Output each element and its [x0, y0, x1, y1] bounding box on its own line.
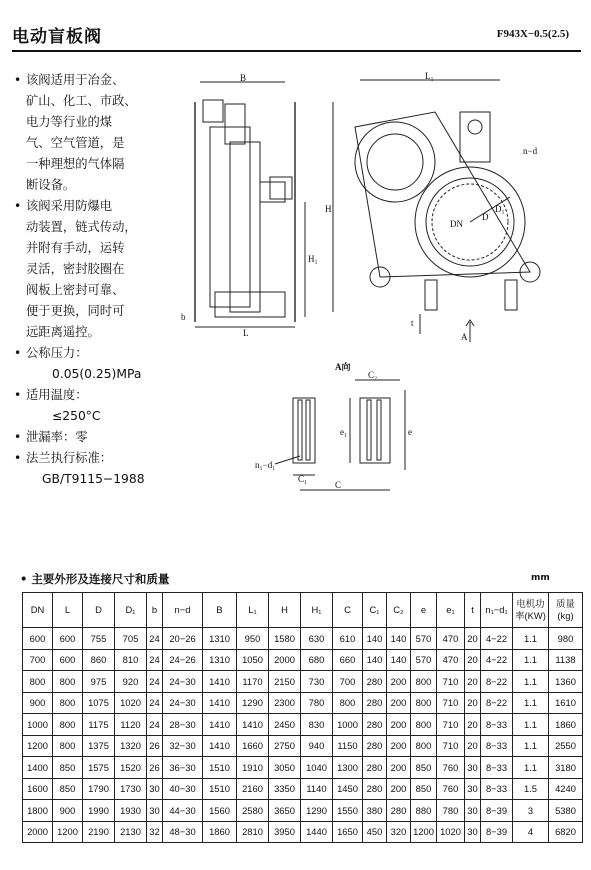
table-cell: 1580 — [269, 628, 301, 650]
feature-line: 动装置，链式传动， — [26, 220, 137, 234]
table-cell: 850 — [53, 757, 83, 779]
spec-table — [22, 592, 583, 843]
table-cell: 30 — [465, 757, 481, 779]
feature-line: • 该阀采用防爆电 — [14, 196, 164, 217]
lower-leg-left — [425, 280, 437, 310]
lower-leg-right — [505, 280, 517, 310]
column-header: n₁−d₁ — [481, 593, 513, 628]
table-cell: 2150 — [269, 671, 301, 693]
table-cell: 800 — [23, 671, 53, 693]
table-cell: 1450 — [333, 778, 363, 800]
table-cell: 800 — [411, 692, 437, 714]
table-cell: 1910 — [237, 757, 269, 779]
table-cell: 710 — [437, 735, 465, 757]
table-cell: 800 — [53, 735, 83, 757]
table-cell: 680 — [301, 649, 333, 671]
feature-line: 断设备。 — [26, 178, 76, 192]
table-cell: 1800 — [23, 800, 53, 822]
label-C1: C₁ — [298, 474, 308, 484]
table-cell: 1040 — [301, 757, 333, 779]
table-cell: 36−30 — [163, 757, 203, 779]
table-cell: 8−39 — [481, 821, 513, 843]
table-row — [23, 800, 583, 822]
table-cell: 1.1 — [513, 649, 549, 671]
label-e: e — [408, 427, 412, 437]
upper-disc-inner — [367, 134, 423, 190]
feature-line: • 适用温度： — [14, 385, 164, 406]
table-cell: 760 — [437, 757, 465, 779]
table-cell: 24−30 — [163, 692, 203, 714]
feature-line: • 公称压力： — [14, 343, 164, 364]
table-cell: 2190 — [83, 821, 115, 843]
table-cell: 44−30 — [163, 800, 203, 822]
table-cell: 710 — [437, 692, 465, 714]
table-cell: 2810 — [237, 821, 269, 843]
flange-slot-left — [293, 398, 315, 463]
table-cell: 800 — [411, 714, 437, 736]
table-cell: 8−33 — [481, 714, 513, 736]
table-cell: 280 — [363, 714, 387, 736]
table-cell: 20 — [465, 735, 481, 757]
feature-line: 灵活，密封胶圈在 — [26, 262, 125, 276]
table-cell: 700 — [333, 671, 363, 693]
table-cell: 710 — [437, 714, 465, 736]
column-header: 质量(kg) — [549, 593, 583, 628]
table-cell: 3650 — [269, 800, 301, 822]
side-view-drawing — [175, 72, 325, 352]
table-cell: 140 — [387, 649, 411, 671]
table-cell: 1990 — [83, 800, 115, 822]
column-header: DN — [23, 593, 53, 628]
table-cell: 1375 — [83, 735, 115, 757]
table-cell: 3 — [513, 800, 549, 822]
gearbox — [225, 104, 245, 144]
feature-line: GB/T9115−1988 — [42, 472, 145, 486]
table-cell: 3350 — [269, 778, 301, 800]
table-cell: 980 — [549, 628, 583, 650]
table-row — [23, 628, 583, 650]
table-cell: 950 — [237, 628, 269, 650]
flange-slot-right — [360, 398, 390, 463]
motor-box — [203, 100, 223, 122]
feature-line: • 该阀适用于冶金、 — [14, 70, 164, 91]
column-header: L₁ — [237, 593, 269, 628]
table-cell: 320 — [387, 821, 411, 843]
table-cell: 730 — [301, 671, 333, 693]
table-cell: 200 — [387, 714, 411, 736]
table-cell: 1730 — [115, 778, 147, 800]
table-cell: 920 — [115, 671, 147, 693]
table-cell: 4−22 — [481, 628, 513, 650]
table-cell: 8−22 — [481, 671, 513, 693]
table-cell: 20−26 — [163, 628, 203, 650]
table-cell: 2300 — [269, 692, 301, 714]
column-header: D — [83, 593, 115, 628]
label-DN: DN — [450, 219, 463, 229]
limit-switch — [270, 177, 292, 199]
table-cell: 20 — [465, 714, 481, 736]
table-cell: 200 — [387, 757, 411, 779]
table-cell: 1520 — [115, 757, 147, 779]
table-cell: 280 — [363, 692, 387, 714]
table-cell: 1410 — [203, 692, 237, 714]
table-cell: 1310 — [203, 649, 237, 671]
table-cell: 1320 — [115, 735, 147, 757]
table-cell: 6820 — [549, 821, 583, 843]
table-cell: 26 — [147, 735, 163, 757]
table-cell: 30 — [147, 778, 163, 800]
table-cell: 600 — [53, 628, 83, 650]
table-cell: 860 — [83, 649, 115, 671]
table-cell: 200 — [387, 671, 411, 693]
table-cell: 1140 — [301, 778, 333, 800]
table-cell: 800 — [411, 735, 437, 757]
column-header: L — [53, 593, 83, 628]
label-n1-d1: n₁−d₁ — [255, 460, 276, 470]
table-cell: 1.1 — [513, 735, 549, 757]
table-cell: 1860 — [549, 714, 583, 736]
table-cell: 8−22 — [481, 692, 513, 714]
unit-label: mm — [531, 573, 550, 583]
feature-line: 0.05(0.25)MPa — [52, 367, 142, 381]
table-cell: 280 — [363, 757, 387, 779]
table-cell: 1410 — [203, 671, 237, 693]
table-cell: 1020 — [115, 692, 147, 714]
table-cell: 975 — [83, 671, 115, 693]
table-cell: 280 — [363, 671, 387, 693]
table-cell: 1930 — [115, 800, 147, 822]
table-cell: 4−22 — [481, 649, 513, 671]
table-cell: 630 — [301, 628, 333, 650]
table-cell: 280 — [363, 778, 387, 800]
table-cell: 800 — [53, 714, 83, 736]
table-cell: 4 — [513, 821, 549, 843]
table-cell: 880 — [411, 800, 437, 822]
table-cell: 280 — [363, 735, 387, 757]
label-e1: e₁ — [340, 427, 348, 437]
table-cell: 1860 — [203, 821, 237, 843]
table-cell: 1075 — [83, 692, 115, 714]
dim-label-B: B — [240, 73, 247, 83]
table-cell: 1600 — [23, 778, 53, 800]
table-cell: 1.5 — [513, 778, 549, 800]
column-header: b — [147, 593, 163, 628]
dim-label-H: H — [325, 204, 332, 214]
table-cell: 2160 — [237, 778, 269, 800]
column-header: t — [465, 593, 481, 628]
table-cell: 1310 — [203, 628, 237, 650]
table-body — [23, 628, 583, 843]
table-cell: 4240 — [549, 778, 583, 800]
dim-label-H1: H₁ — [308, 254, 318, 264]
table-cell: 1000 — [333, 714, 363, 736]
table-cell: 1650 — [333, 821, 363, 843]
valve-plate-side — [230, 142, 260, 312]
table-row — [23, 649, 583, 671]
table-cell: 30 — [465, 778, 481, 800]
feature-line: 一种理想的气体隔 — [26, 157, 125, 171]
table-cell: 8−33 — [481, 778, 513, 800]
table-cell: 450 — [363, 821, 387, 843]
table-cell: 1410 — [237, 714, 269, 736]
table-cell: 1.1 — [513, 692, 549, 714]
table-cell: 800 — [411, 671, 437, 693]
table-cell: 200 — [387, 735, 411, 757]
table-cell: 1610 — [549, 692, 583, 714]
feature-line: 矿山、化工、市政、 — [26, 94, 137, 108]
table-row — [23, 821, 583, 843]
table-cell: 5380 — [549, 800, 583, 822]
table-cell: 900 — [23, 692, 53, 714]
table-cell: 200 — [387, 692, 411, 714]
header-rule — [12, 50, 581, 52]
table-cell: 24 — [147, 714, 163, 736]
table-cell: 140 — [363, 628, 387, 650]
slot-right-a — [367, 400, 371, 460]
table-row — [23, 692, 583, 714]
label-C2: C₂ — [368, 370, 378, 380]
table-cell: 8−33 — [481, 757, 513, 779]
table-cell: 1300 — [333, 757, 363, 779]
table-cell: 1000 — [23, 714, 53, 736]
table-cell: 24 — [147, 692, 163, 714]
table-cell: 8−33 — [481, 735, 513, 757]
table-cell: 26 — [147, 757, 163, 779]
table-cell: 140 — [363, 649, 387, 671]
dim-label-L: L — [243, 328, 249, 338]
table-cell: 8−39 — [481, 800, 513, 822]
table-cell: 830 — [301, 714, 333, 736]
table-cell: 660 — [333, 649, 363, 671]
feature-line: 阀板上密封可靠、 — [26, 283, 125, 297]
table-cell: 470 — [437, 649, 465, 671]
table-cell: 940 — [301, 735, 333, 757]
table-row — [23, 671, 583, 693]
label-A: A — [461, 332, 468, 342]
table-cell: 380 — [363, 800, 387, 822]
table-cell: 280 — [387, 800, 411, 822]
a-view-title: A向 — [335, 362, 351, 372]
table-cell: 800 — [53, 671, 83, 693]
feature-line: 气、空气管道，是 — [26, 136, 125, 150]
table-header-row — [23, 593, 583, 628]
table-cell: 24−30 — [163, 671, 203, 693]
label-D1: D₁ — [495, 204, 505, 214]
table-cell: 20 — [465, 649, 481, 671]
table-cell: 3050 — [269, 757, 301, 779]
table-cell: 1575 — [83, 757, 115, 779]
table-cell: 700 — [23, 649, 53, 671]
table-cell: 48−30 — [163, 821, 203, 843]
table-cell: 3950 — [269, 821, 301, 843]
column-header: H₁ — [301, 593, 333, 628]
column-header: H — [269, 593, 301, 628]
table-cell: 30 — [465, 821, 481, 843]
table-cell: 1120 — [115, 714, 147, 736]
page-title: 电动盲板阀 — [12, 27, 102, 47]
table-cell: 810 — [115, 649, 147, 671]
table-cell: 2450 — [269, 714, 301, 736]
table-cell: 1138 — [549, 649, 583, 671]
table-cell: 1.1 — [513, 671, 549, 693]
table-cell: 2550 — [549, 735, 583, 757]
label-n-d: n−d — [523, 146, 538, 156]
table-cell: 24 — [147, 649, 163, 671]
table-cell: 1175 — [83, 714, 115, 736]
table-cell: 2130 — [115, 821, 147, 843]
feature-line: • 法兰执行标准： — [14, 448, 164, 469]
table-cell: 30 — [147, 800, 163, 822]
feature-line: 电力等行业的煤 — [26, 115, 113, 129]
table-cell: 1.1 — [513, 714, 549, 736]
table-cell: 1660 — [237, 735, 269, 757]
table-cell: 850 — [411, 757, 437, 779]
dim-label-L1: L₁ — [425, 72, 434, 81]
label-C: C — [335, 480, 342, 490]
column-header: C₂ — [387, 593, 411, 628]
table-cell: 470 — [437, 628, 465, 650]
table-cell: 780 — [301, 692, 333, 714]
table-cell: 900 — [53, 800, 83, 822]
table-cell: 20 — [465, 692, 481, 714]
table-cell: 1360 — [549, 671, 583, 693]
actuator-wheel — [468, 120, 482, 134]
table-cell: 610 — [333, 628, 363, 650]
table-cell: 710 — [437, 671, 465, 693]
feature-line: ≤250°C — [52, 409, 101, 423]
column-header: 电机功率(KW) — [513, 593, 549, 628]
table-title: • 主要外形及连接尺寸和质量 — [20, 572, 170, 586]
label-t: t — [411, 318, 414, 328]
a-view-drawing — [255, 360, 435, 500]
column-header: e₁ — [437, 593, 465, 628]
table-row — [23, 757, 583, 779]
table-cell: 850 — [411, 778, 437, 800]
table-cell: 1200 — [53, 821, 83, 843]
column-header: C₁ — [363, 593, 387, 628]
column-header: n−d — [163, 593, 203, 628]
table-cell: 2750 — [269, 735, 301, 757]
table-cell: 24 — [147, 628, 163, 650]
table-cell: 600 — [23, 628, 53, 650]
table-cell: 1410 — [203, 714, 237, 736]
column-header: B — [203, 593, 237, 628]
table-cell: 755 — [83, 628, 115, 650]
table-cell: 32 — [147, 821, 163, 843]
table-cell: 200 — [387, 778, 411, 800]
table-cell: 1290 — [237, 692, 269, 714]
table-cell: 800 — [333, 692, 363, 714]
table-cell: 20 — [465, 628, 481, 650]
table-cell: 3180 — [549, 757, 583, 779]
table-cell: 1510 — [203, 778, 237, 800]
table-row — [23, 714, 583, 736]
column-header: D₁ — [115, 593, 147, 628]
slot-left-b — [306, 400, 310, 460]
model-number: F943X−0.5(2.5) — [496, 28, 569, 40]
feature-line: 远距离遥控。 — [26, 325, 100, 339]
table-cell: 1.1 — [513, 757, 549, 779]
column-header: C — [333, 593, 363, 628]
table-cell: 2000 — [269, 649, 301, 671]
table-cell: 28−30 — [163, 714, 203, 736]
table-cell: 600 — [53, 649, 83, 671]
slot-left-a — [298, 400, 302, 460]
table-cell: 1170 — [237, 671, 269, 693]
table-cell: 570 — [411, 649, 437, 671]
table-cell: 2000 — [23, 821, 53, 843]
table-row — [23, 778, 583, 800]
feature-line: • 泄漏率：零 — [14, 427, 164, 448]
table-cell: 570 — [411, 628, 437, 650]
table-cell: 1150 — [333, 735, 363, 757]
table-cell: 1550 — [333, 800, 363, 822]
table-cell: 1050 — [237, 649, 269, 671]
table-cell: 1400 — [23, 757, 53, 779]
table-cell: 1.1 — [513, 628, 549, 650]
feature-line: 便于更换，同时可 — [26, 304, 125, 318]
table-cell: 1200 — [411, 821, 437, 843]
table-cell: 705 — [115, 628, 147, 650]
feature-line: 并附有手动，运转 — [26, 241, 125, 255]
table-cell: 1290 — [301, 800, 333, 822]
feature-list — [14, 70, 164, 490]
dim-label-b: b — [181, 312, 186, 322]
column-header: e — [411, 593, 437, 628]
label-D: D — [482, 212, 489, 222]
front-view-drawing — [325, 72, 565, 352]
table-cell: 32−30 — [163, 735, 203, 757]
table-cell: 760 — [437, 778, 465, 800]
table-cell: 1410 — [203, 735, 237, 757]
table-cell: 2580 — [237, 800, 269, 822]
table-cell: 1510 — [203, 757, 237, 779]
table-cell: 24−26 — [163, 649, 203, 671]
table-cell: 1200 — [23, 735, 53, 757]
table-cell: 1020 — [437, 821, 465, 843]
table-cell: 800 — [53, 692, 83, 714]
table-cell: 24 — [147, 671, 163, 693]
table-row — [23, 735, 583, 757]
table-cell: 20 — [465, 671, 481, 693]
table-cell: 780 — [437, 800, 465, 822]
slot-right-b — [377, 400, 381, 460]
table-cell: 1790 — [83, 778, 115, 800]
table-cell: 30 — [465, 800, 481, 822]
table-cell: 1440 — [301, 821, 333, 843]
table-cell: 1560 — [203, 800, 237, 822]
table-cell: 850 — [53, 778, 83, 800]
table-cell: 140 — [387, 628, 411, 650]
table-cell: 40−30 — [163, 778, 203, 800]
